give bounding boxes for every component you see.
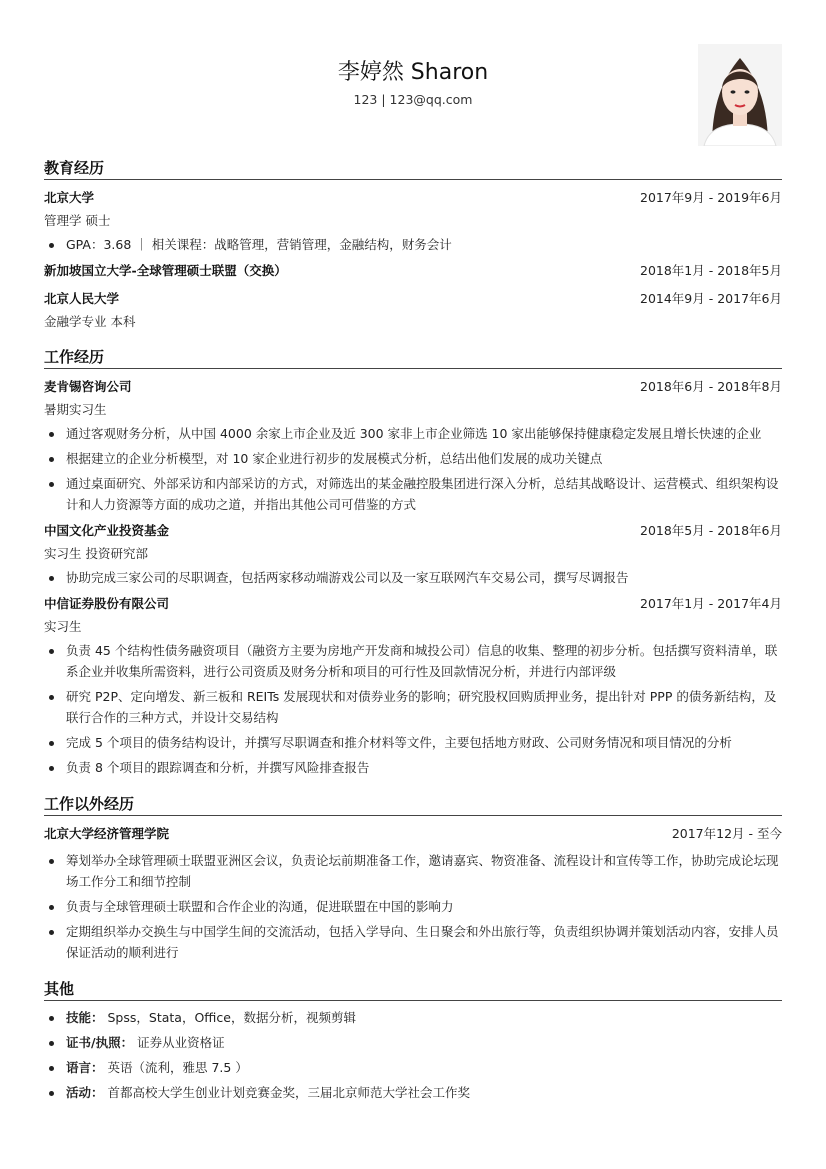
bullet-item: 根据建立的企业分析模型，对 10 家企业进行初步的发展模式分析，总结出他们发展的成功关键点 [44,446,782,471]
date-range: 2018年6月 - 2018年8月 [640,379,782,394]
bullet-item: 研究 P2P、定向增发、新三板和 REITs 发展现状和对债券业务的影响；研究股权回购质押业务，提出针对 PPP 的债务新结构，及联行合作的三种方式，并设计交易结构 [44,684,782,730]
activity-item [44,1080,782,1105]
date-range: 2018年5月 - 2018年6月 [640,523,782,538]
institution: 新加坡国立大学-全球管理硕士联盟（交换） [44,263,287,278]
date-range: 2017年9月 - 2019年6月 [640,190,782,205]
work-entry [44,519,782,590]
entry-header [44,519,782,543]
institution: 北京大学 [44,190,95,205]
bullet-item: 通过客观财务分析，从中国 4000 余家上市企业及近 300 家非上市企业筛选 10 家出能够保持健康稳定发展且增长快速的企业 [44,421,782,446]
profile-photo [698,44,782,146]
bullet-item: GPA：3.68 ｜ 相关课程：战略管理，营销管理，金融结构，财务会计 [44,232,782,257]
bullet-list [44,232,782,257]
education-entry [44,186,782,257]
work-entry [44,592,782,780]
bullet-item: 定期组织举办交换生与中国学生间的交流活动，包括入学导向、生日聚会和外出旅行等，负责组织协调并策划活动内容，安排人员保证活动的顺利进行 [44,919,782,965]
bullet-item: 筹划举办全球管理硕士联盟亚洲区会议，负责论坛前期准备工作，邀请嘉宾、物资准备、流程设计和宣传等工作，协助完成论坛现场工作分工和细节控制 [44,848,782,894]
other-section [44,975,782,1105]
section-title: 其他 [44,975,782,1001]
contact-info: 123 | 123@qq.com [353,92,473,107]
education-section [44,154,782,333]
bullet-list [44,638,782,780]
item-label: 语言： [66,1060,104,1075]
entry-header [44,822,782,846]
work-section [44,343,782,780]
job-title: 实习生 [44,619,82,634]
degree: 金融学专业 本科 [44,314,136,329]
bullet-list [44,565,782,590]
bullet-list [44,1005,782,1105]
job-title: 暑期实习生 [44,402,107,417]
entry-header [44,375,782,399]
entry-header [44,287,782,311]
item-value: 首都高校大学生创业计划竞赛金奖，三届北京师范大学社会工作奖 [107,1085,471,1100]
bullet-item: 完成 5 个项目的债务结构设计，并撰写尽职调查和推介材料等文件，主要包括地方财政、公司财务情况和项目情况的分析 [44,730,782,755]
job-title: 实习生 投资研究部 [44,546,148,561]
item-value: 证券从业资格证 [137,1035,225,1050]
bullet-item: 负责 8 个项目的跟踪调查和分析，并撰写风险排查报告 [44,755,782,780]
section-title: 教育经历 [44,154,782,180]
item-label: 证书/执照： [66,1035,134,1050]
extracurricular-entry [44,822,782,965]
section-title: 工作以外经历 [44,790,782,816]
item-value: Spss，Stata，Office，数据分析，视频剪辑 [107,1010,356,1025]
bullet-item: 负责与全球管理硕士联盟和合作企业的沟通，促进联盟在中国的影响力 [44,894,782,919]
item-label: 技能： [66,1010,104,1025]
company: 麦肯锡咨询公司 [44,379,132,394]
item-label: 活动： [66,1085,104,1100]
entry-header [44,592,782,616]
degree: 管理学 硕士 [44,213,111,228]
bullet-item: 负责 45 个结构性债务融资项目（融资方主要为房地产开发商和城投公司）信息的收集、整理的初步分析。包括撰写资料清单，联系企业并收集所需资料，进行公司资质及财务分析和项目的可行性及回款情况分析，并进行内部评级 [44,638,782,684]
education-entry [44,259,782,283]
company: 中国文化产业投资基金 [44,523,170,538]
date-range: 2017年12月 - 至今 [671,826,782,841]
bullet-item: 协助完成三家公司的尽职调查，包括两家移动端游戏公司以及一家互联网汽车交易公司，撰写尽调报告 [44,565,782,590]
entry-header [44,259,782,283]
skills-item [44,1005,782,1030]
institution: 北京人民大学 [44,291,120,306]
resume-body [44,154,782,1105]
organization: 北京大学经济管理学院 [44,826,170,841]
portrait-image [698,44,782,146]
education-entry [44,287,782,333]
work-entry [44,375,782,517]
language-item [44,1055,782,1080]
bullet-list [44,421,782,517]
bullet-item: 通过桌面研究、外部采访和内部采访的方式，对筛选出的某金融控股集团进行深入分析，总结其战略设计、运营模式、组织架构设计和人力资源等方面的成功之道，并指出其他公司可借鉴的方式 [44,471,782,517]
date-range: 2014年9月 - 2017年6月 [640,291,782,306]
candidate-name: 李婷然 Sharon [337,60,489,85]
date-range: 2018年1月 - 2018年5月 [640,263,782,278]
item-value: 英语（流利，雅思 7.5 ） [107,1060,248,1075]
company: 中信证券股份有限公司 [44,596,170,611]
entry-header [44,186,782,210]
extracurricular-section [44,790,782,965]
resume-header [0,0,826,150]
section-title: 工作经历 [44,343,782,369]
certificate-item [44,1030,782,1055]
date-range: 2017年1月 - 2017年4月 [640,596,782,611]
bullet-list [44,848,782,965]
